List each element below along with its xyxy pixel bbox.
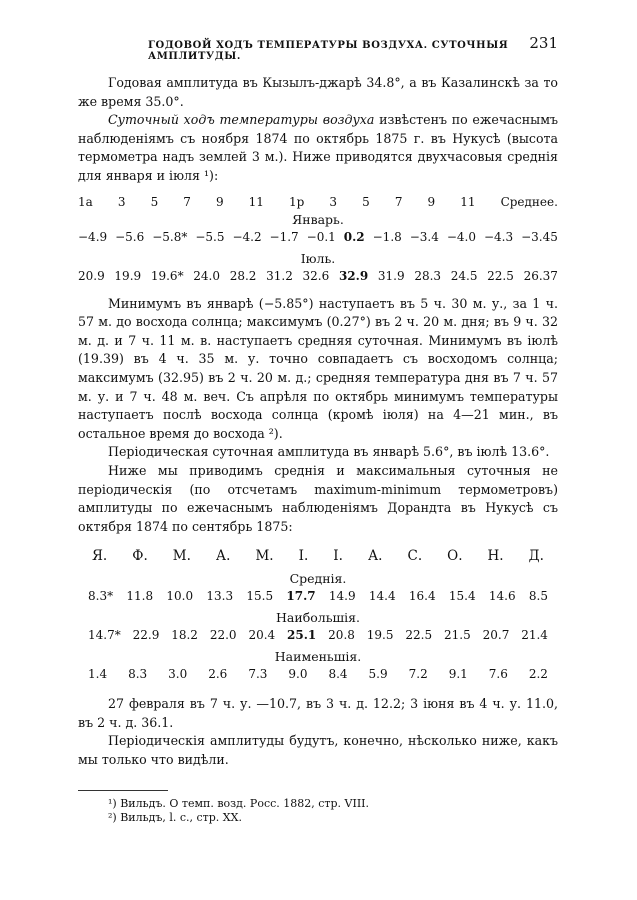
hour-header-cell: 7 [394, 194, 403, 209]
mean-value-cell: 11.8 [126, 589, 154, 604]
july-value-cell: 19.9 [114, 268, 142, 283]
hour-header-cell: 1a [78, 194, 93, 209]
hour-header-cell: 1p [289, 194, 305, 209]
paragraph-periodic-amplitude: Періодическая суточная амплитуда въ январѣ 5.6°, въ іюлѣ 13.6°. [108, 444, 550, 460]
mean-value-cell: 14.6 [488, 589, 516, 604]
page-number: 231 [529, 34, 558, 52]
january-label: Январь. [292, 211, 344, 227]
month-header-cell: І. [298, 548, 309, 565]
mean-value-cell: 14.4 [368, 589, 396, 604]
mean-value-cell: 16.4 [408, 589, 436, 604]
january-value-cell: −0.1 [306, 229, 336, 244]
page-header [78, 34, 558, 62]
january-value-cell: −5.8* [152, 229, 188, 244]
max-value-cell: 22.5 [405, 628, 433, 643]
month-header-cell: М. [172, 548, 191, 565]
july-value-cell: 26.37 [523, 268, 558, 283]
july-value-cell: 22.5 [487, 268, 514, 283]
july-row [78, 268, 558, 285]
min-value-cell: 5.9 [368, 667, 388, 682]
max-value-cell: 21.4 [521, 628, 548, 643]
paragraph-extremes: 27 февраля въ 7 ч. у. —10.7, въ 3 ч. д. 12.2; 3 іюня въ 4 ч. у. 11.0, въ 2 ч. д. 36.1. [78, 696, 558, 730]
monthly-table [78, 546, 558, 683]
paragraph-annual-amplitude: Годовая амплитуда въ Кызылъ-джарѣ 34.8°, а въ Казалинскѣ за то же время 35.0°. [78, 75, 558, 109]
july-value-cell: 31.9 [377, 268, 405, 283]
mean-value-cell: 13.3 [206, 589, 234, 604]
paragraph-conclusion: Періодическія амплитуды будутъ, конечно, нѣсколько ниже, какъ мы только что видѣли. [78, 733, 558, 768]
mean-value-cell: 10.0 [166, 589, 194, 604]
january-value-cell: −1.8 [372, 229, 402, 244]
july-value-cell: 24.5 [450, 268, 478, 283]
min-value-cell: 2.6 [208, 667, 228, 682]
hour-header-cell: 3 [329, 194, 338, 209]
hour-header-cell: 7 [183, 194, 191, 209]
paragraph-minimum: Минимумъ въ январѣ (−5.85°) наступаетъ въ 5 ч. 30 м. у., за 1 ч. 57 м. до восхода солнца; максимумъ (0.27°) въ 2 ч. 20 м. дня; въ 9 ч. 32 м. д. и 7 ч. 11 м. в. наступаетъ средняя суточная. Минимумъ въ іюлѣ (19.39) въ 4 ч. 35 м. у. точно совпадаетъ съ восходомъ солнца; максимумъ (32.95) въ 2 ч. 20 м. д.; средняя температура дня въ 7 ч. 57 м. у. и 7 ч. 48 м. веч. Съ апрѣля по октябрь минимумъ температуры наступаетъ послѣ восхода солнца (кромѣ іюля) на 4—21 мин., въ остальное время до восхода ²). [78, 295, 558, 441]
min-value-cell: 2.2 [528, 667, 548, 682]
min-value-cell: 8.4 [328, 667, 348, 682]
max-value-cell: 21.5 [444, 628, 471, 643]
january-value-cell: −4.3 [483, 229, 514, 244]
month-header-cell: Д. [528, 548, 544, 565]
month-header-cell: Я. [92, 548, 108, 565]
min-value-cell: 7.2 [408, 667, 428, 682]
min-value-cell: 9.0 [288, 667, 308, 682]
mean-value-cell: 17.7 [286, 589, 316, 604]
january-value-cell: 0.2 [343, 229, 365, 244]
hour-header-cell: 5 [362, 194, 370, 209]
mean-value-cell: 15.4 [448, 589, 476, 604]
july-value-cell: 32.6 [302, 268, 330, 283]
mean-value-cell: 15.5 [246, 589, 274, 604]
min-value-cell: 7.3 [248, 667, 268, 682]
max-value-cell: 22.9 [132, 628, 160, 643]
paragraph-nonperiodic: Ниже мы приводимъ среднія и максимальныя суточныя не періодическія (по отсчетамъ maximum-minimum термометровъ) амплитуды по ежечаснымъ наблюденіямъ Дорандта въ Нукусѣ съ октября 1874 по сентябрь 1875: [78, 462, 558, 534]
hour-header-cell: 9 [215, 194, 224, 209]
max-label: Наибольшія. [276, 610, 360, 626]
hour-header-cell: Среднее. [500, 194, 558, 209]
july-label: Іюль. [300, 250, 336, 266]
max-value-cell: 14.7* [88, 628, 121, 643]
hourly-table-header-row [78, 194, 558, 211]
mean-value-cell: 8.5 [528, 589, 548, 604]
month-header-cell: С. [407, 548, 423, 565]
hour-header-cell: 9 [427, 194, 436, 209]
month-header-cell: І. [333, 548, 343, 565]
max-value-cell: 20.7 [482, 628, 510, 643]
mean-value-cell: 8.3* [88, 589, 114, 604]
july-value-cell: 20.9 [78, 268, 105, 283]
max-value-cell: 19.5 [366, 628, 394, 643]
january-value-cell: −1.7 [269, 229, 299, 244]
footnote-rule [78, 790, 168, 791]
italic-term: Суточный ходъ температуры воздуха [108, 112, 375, 128]
july-value-cell: 19.6* [150, 268, 184, 283]
january-value-cell: −4.2 [232, 229, 262, 244]
mean-row [78, 588, 558, 605]
january-value-cell: −4.9 [78, 229, 108, 244]
min-value-cell: 9.1 [448, 667, 468, 682]
max-value-cell: 20.8 [328, 628, 355, 643]
hour-header-cell: 11 [248, 194, 264, 209]
max-value-cell: 20.4 [248, 628, 276, 643]
max-value-cell: 25.1 [287, 628, 317, 643]
monthly-table-header-row [78, 546, 558, 566]
month-header-cell: А. [367, 548, 383, 565]
min-value-cell: 8.3 [128, 667, 148, 682]
january-value-cell: −5.6 [115, 229, 145, 244]
january-value-cell: −3.4 [409, 229, 439, 244]
paragraph-daily-course [78, 111, 558, 185]
january-row [78, 229, 558, 246]
running-title: ГОДОВОЙ ХОДЪ ТЕМПЕРАТУРЫ ВОЗДУХА. СУТОЧНЫЯ АМПЛИТУДЫ. [148, 40, 509, 62]
mean-label: Среднія. [289, 571, 347, 587]
january-value-cell: −3.45 [521, 229, 558, 244]
july-value-cell: 32.9 [338, 268, 369, 283]
month-header-cell: Н. [487, 548, 504, 565]
min-value-cell: 7.6 [488, 667, 508, 682]
mean-value-cell: 14.9 [328, 589, 356, 604]
july-value-cell: 31.2 [266, 268, 293, 283]
january-value-cell: −5.5 [195, 229, 225, 244]
footnote-2: ²) Вильдъ, l. c., стр. XX. [108, 810, 242, 824]
july-value-cell: 28.2 [229, 268, 257, 283]
min-row [78, 666, 558, 683]
hour-header-cell: 11 [460, 194, 476, 209]
month-header-cell: Ф. [132, 548, 148, 565]
page [78, 34, 558, 825]
month-header-cell: М. [255, 548, 274, 565]
footnote-1: ¹) Вильдъ. О темп. возд. Росс. 1882, стр. VIII. [108, 796, 370, 810]
july-value-cell: 28.3 [414, 268, 442, 283]
min-value-cell: 3.0 [168, 667, 188, 682]
min-value-cell: 1.4 [88, 667, 108, 682]
month-header-cell: А. [215, 548, 231, 565]
january-value-cell: −4.0 [446, 229, 476, 244]
min-label: Наименьшія. [274, 649, 362, 665]
july-value-cell: 24.0 [193, 268, 220, 283]
max-value-cell: 22.0 [209, 628, 237, 643]
max-row [78, 627, 558, 644]
max-value-cell: 18.2 [171, 628, 198, 643]
hourly-table [78, 194, 558, 285]
paragraph-daily-course-text: извѣстенъ по ежечаснымъ наблюденіямъ съ ноября 1874 по октябрь 1875 г. въ Нукусѣ (высота термометра надъ землей 3 м.). Ниже приводятся двухчасовыя среднія для января и іюля ¹): [78, 112, 559, 183]
month-header-cell: О. [447, 548, 463, 565]
hour-header-cell: 5 [150, 194, 159, 209]
hour-header-cell: 3 [117, 194, 126, 209]
